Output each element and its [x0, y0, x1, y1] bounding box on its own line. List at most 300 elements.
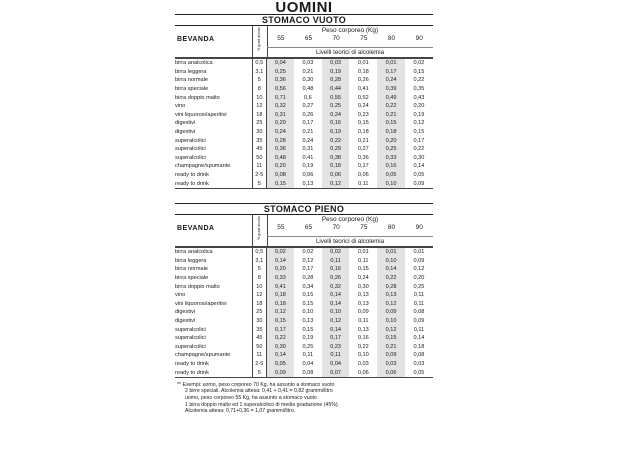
- pct-column-header: [252, 26, 268, 57]
- beverage-name: birra speciale: [175, 86, 209, 93]
- alcohol-level-cell: 0,12: [322, 179, 350, 188]
- alcohol-level-cell: 0,20: [266, 265, 294, 274]
- sections-container: [175, 14, 433, 378]
- alcohol-level-cell: 0,01: [377, 247, 405, 256]
- data-table: [175, 247, 433, 378]
- alcohol-percent: 35: [252, 136, 266, 145]
- alcohol-level-cell: 0,03: [413, 360, 425, 367]
- alcohol-level-cell: 0,03: [294, 59, 322, 68]
- alcohol-level-cell: 0,10: [377, 179, 405, 188]
- alcohol-level-cell: 0,14: [413, 335, 425, 342]
- beverage-name: champagne/spumante: [175, 163, 231, 170]
- alcohol-percent: 0,5: [252, 59, 266, 68]
- alcohol-level-cell: 0,23: [357, 111, 369, 118]
- alcohol-level-cell: 0,08: [413, 309, 425, 316]
- beverage-name: birra normale: [175, 77, 208, 84]
- alcohol-level-cell: 0,09: [266, 368, 294, 377]
- alcohol-level-cell: 0,25: [322, 102, 350, 111]
- note-line: 2 birre speciali. Alcolemia attesa: 0,41 + 0,41 = 0,82 grammi/litro: [185, 388, 333, 395]
- alcohol-level-cell: 0,21: [377, 342, 405, 351]
- alcohol-percent: 25: [252, 119, 266, 128]
- alcohol-level-cell: 0,27: [302, 103, 314, 110]
- beverage-name: superalcolici: [175, 335, 206, 342]
- alcohol-level-cell: 0,33: [377, 154, 405, 163]
- table-row: [175, 308, 433, 317]
- alcohol-level-cell: 0,11: [413, 292, 425, 299]
- table-row: [175, 274, 433, 283]
- weight-label: 70: [332, 223, 340, 231]
- table-row: [175, 247, 433, 256]
- alcohol-level-cell: 0,41: [302, 154, 314, 161]
- alcohol-level-cell: 0,30: [266, 342, 294, 351]
- beverage-name: vini liquorosi/aperitivi: [175, 300, 227, 307]
- table-row: [175, 102, 433, 111]
- beverage-name: superalcolici: [175, 326, 206, 333]
- alcohol-level-cell: 0,24: [266, 128, 294, 137]
- alcohol-level-cell: 0,26: [357, 77, 369, 84]
- alcohol-percent: 30: [252, 317, 266, 326]
- alcohol-level-cell: 0,09: [405, 179, 433, 188]
- alcohol-level-cell: 0,17: [302, 266, 314, 273]
- weights-row: [267, 35, 433, 42]
- alcohol-level-cell: 0,22: [357, 343, 369, 350]
- alcohol-level-cell: 0,10: [357, 352, 369, 359]
- alcohol-level-cell: 0,34: [302, 283, 314, 290]
- table-row: [175, 85, 433, 94]
- alcohol-percent: 11: [252, 162, 266, 171]
- note-line: 1 birra doppio malto ed 1 superalcolico di media gradazione (45%).: [185, 401, 339, 408]
- alcohol-level-cell: 0,02: [266, 247, 294, 256]
- alcohol-level-cell: 0,15: [377, 119, 405, 128]
- alcohol-level-cell: 0,28: [322, 76, 350, 85]
- alcohol-level-cell: 0,41: [357, 86, 369, 93]
- alcohol-level-cell: 0,31: [266, 111, 294, 120]
- alcohol-level-cell: 0,33: [266, 274, 294, 283]
- alcohol-level-cell: 0,14: [266, 351, 294, 360]
- table-row: [175, 291, 433, 300]
- alcohol-level-cell: 0,04: [322, 360, 350, 369]
- alcohol-level-cell: 0,36: [357, 154, 369, 161]
- alcohol-level-cell: 0,16: [377, 162, 405, 171]
- alcohol-level-cell: 0,14: [266, 257, 294, 266]
- alcohol-level-cell: 0,01: [349, 59, 377, 68]
- alcohol-level-cell: 0,41: [266, 282, 294, 291]
- table-row: [175, 317, 433, 326]
- alcohol-percent: 5: [252, 265, 266, 274]
- bevanda-label: BEVANDA: [177, 36, 215, 43]
- bevanda-label: BEVANDA: [177, 224, 215, 232]
- alcohol-level-cell: 0,10: [377, 257, 405, 266]
- alcohol-level-cell: 0,20: [413, 103, 425, 110]
- alcohol-percent: 2-5: [252, 360, 266, 369]
- alcohol-level-cell: 0,25: [266, 68, 294, 77]
- alcohol-level-cell: 0,07: [322, 368, 350, 377]
- table-row: [175, 179, 433, 188]
- alcohol-level-cell: 0,12: [377, 299, 405, 308]
- alcohol-level-cell: 0,03: [357, 360, 369, 367]
- beverage-name: champagne/spumante: [175, 352, 231, 359]
- alcohol-level-cell: 0,12: [377, 325, 405, 334]
- alcohol-level-cell: 0,30: [302, 77, 314, 84]
- alcohol-percent: 2-5: [252, 171, 266, 180]
- beverage-name: digestivi: [175, 129, 196, 136]
- alcohol-level-cell: 0,31: [302, 146, 314, 153]
- table-row: [175, 76, 433, 85]
- alcohol-level-cell: 0,14: [322, 291, 350, 300]
- alcohol-level-cell: 0,11: [413, 300, 425, 307]
- alcohol-percent: 11: [252, 351, 266, 360]
- alcohol-level-cell: 0,11: [413, 326, 425, 333]
- beverage-name: birra leggera: [175, 68, 207, 75]
- alcohol-level-cell: 0,49: [377, 93, 405, 102]
- alcohol-level-cell: 0,01: [405, 247, 433, 256]
- alcohol-level-cell: 0,18: [266, 291, 294, 300]
- beverage-name: ready to drink: [175, 360, 209, 367]
- alcohol-level-cell: 0,24: [377, 76, 405, 85]
- alcohol-level-cell: 0,38: [322, 154, 350, 163]
- weight-label: 80: [387, 35, 396, 42]
- alcohol-level-cell: 0,19: [322, 128, 350, 137]
- alcohol-level-cell: 0,02: [322, 247, 350, 256]
- alcohol-level-cell: 0,09: [413, 257, 425, 264]
- alcohol-level-cell: 0,06: [349, 368, 377, 377]
- weight-label: 80: [387, 223, 396, 231]
- alcohol-level-cell: 0,22: [266, 334, 294, 343]
- weight-label: 90: [415, 35, 423, 42]
- alcohol-level-cell: 0,20: [266, 119, 294, 128]
- alcohol-level-cell: 0,05: [377, 171, 405, 180]
- pct-column-header: [252, 215, 268, 246]
- alcohol-level-cell: 0,28: [377, 282, 405, 291]
- section-heading: STOMACO PIENO: [175, 203, 433, 215]
- livelli-label: Livelli teorici di alcolemia: [267, 236, 433, 246]
- weight-label: 70: [332, 35, 340, 42]
- alcohol-level-cell: 0,06: [377, 368, 405, 377]
- alcohol-level-cell: 0,55: [322, 93, 350, 102]
- alcohol-level-cell: 0,09: [413, 317, 425, 324]
- alcohol-level-cell: 0,11: [358, 317, 369, 324]
- table-row: [175, 265, 433, 274]
- alcohol-level-cell: 0,14: [322, 325, 350, 334]
- alcohol-percent: 0,5: [252, 247, 266, 256]
- beverage-name: vino: [175, 103, 186, 110]
- alcohol-level-cell: 0,14: [377, 265, 405, 274]
- table-row: [175, 162, 433, 171]
- alcohol-level-cell: 0,26: [322, 274, 350, 283]
- beverage-name: ready to drink: [175, 179, 252, 188]
- alcohol-level-cell: 0,16: [322, 119, 350, 128]
- table-row: [175, 128, 433, 137]
- alcohol-level-cell: 0,27: [357, 146, 369, 153]
- alcohol-percent: 10: [252, 93, 266, 102]
- livelli-label: Livelli teorici di alcolemia: [267, 47, 433, 57]
- alcohol-level-cell: 0,05: [413, 172, 425, 179]
- alcohol-level-cell: 0,08: [266, 171, 294, 180]
- alcohol-level-cell: 0,18: [322, 162, 350, 171]
- table-row: [175, 334, 433, 343]
- alcohol-level-cell: 0,15: [413, 129, 425, 136]
- alcohol-level-cell: 0,13: [377, 291, 405, 300]
- alcohol-level-cell: 0,01: [377, 59, 405, 68]
- alcohol-level-cell: 0,18: [266, 299, 294, 308]
- beverage-name: ready to drink: [175, 172, 209, 179]
- weights-row: [267, 224, 433, 231]
- table-row: [175, 351, 433, 360]
- beverage-name: digestivi: [175, 120, 196, 127]
- alcohol-level-cell: 0,10: [322, 308, 350, 317]
- alcohol-level-cell: 0,17: [266, 325, 294, 334]
- alcohol-level-cell: 0,20: [377, 136, 405, 145]
- alcohol-level-cell: 0,18: [413, 343, 425, 350]
- alcohol-level-cell: 0,19: [302, 163, 314, 170]
- alcohol-percent: 50: [252, 342, 266, 351]
- alcohol-level-cell: 0,17: [322, 334, 350, 343]
- alcohol-percent: 3,1: [252, 257, 266, 266]
- alcohol-level-cell: 0,15: [266, 317, 294, 326]
- alcohol-table-page: [175, 0, 433, 415]
- alcohol-level-cell: 0,14: [322, 299, 350, 308]
- weight-label: 55: [277, 223, 285, 231]
- alcohol-percent: 8: [252, 274, 266, 283]
- column-header: [175, 26, 433, 58]
- alcohol-level-cell: 0,12: [413, 266, 425, 273]
- alcohol-level-cell: 0,05: [266, 360, 294, 369]
- alcohol-level-cell: 0,56: [266, 85, 294, 94]
- pct-label: % gradi alcolici: [257, 215, 262, 240]
- peso-label: Peso corporeo (Kg): [321, 27, 379, 34]
- table-row: [175, 145, 433, 154]
- alcohol-level-cell: 0,20: [266, 162, 294, 171]
- alcohol-percent: 3,1: [252, 68, 266, 77]
- alcohol-level-cell: 0,02: [405, 59, 433, 68]
- alcohol-level-cell: 0,22: [322, 136, 350, 145]
- alcohol-level-cell: 0,17: [413, 137, 425, 144]
- alcohol-level-cell: 0,03: [377, 360, 405, 369]
- table-row: [175, 325, 433, 334]
- alcohol-level-cell: 0,12: [266, 308, 294, 317]
- alcohol-level-cell: 0,20: [413, 274, 425, 281]
- alcohol-level-cell: 0,36: [266, 145, 294, 154]
- alcohol-level-cell: 0,15: [357, 266, 369, 273]
- alcohol-level-cell: 0,35: [413, 86, 425, 93]
- beverage-name: superalcolici: [175, 146, 206, 153]
- table-row: [175, 68, 433, 77]
- beverage-name: superalcolici: [175, 343, 206, 350]
- alcohol-level-cell: 0,13: [302, 317, 314, 324]
- weight-label: 75: [360, 35, 368, 42]
- alcohol-percent: 50: [252, 154, 266, 163]
- alcohol-level-cell: 0,09: [377, 308, 405, 317]
- alcohol-percent: 12: [252, 102, 266, 111]
- alcohol-level-cell: 0,28: [302, 274, 314, 281]
- alcohol-level-cell: 0,43: [413, 94, 425, 101]
- alcohol-percent: 18: [252, 111, 266, 120]
- table-row: [175, 136, 433, 145]
- alcohol-level-cell: 0,15: [302, 292, 314, 299]
- alcohol-level-cell: 0,18: [357, 129, 369, 136]
- alcohol-level-cell: 0,28: [266, 136, 294, 145]
- beverage-name: birra analcolica: [175, 247, 252, 256]
- alcohol-percent: 5: [252, 368, 266, 377]
- section-gap: [175, 189, 433, 203]
- alcohol-level-cell: 0,18: [377, 128, 405, 137]
- alcohol-level-cell: 0,16: [357, 335, 369, 342]
- table-row: [175, 93, 433, 102]
- table-row: [175, 360, 433, 369]
- alcohol-level-cell: 0,15: [377, 334, 405, 343]
- alcohol-level-cell: 0,14: [413, 163, 425, 170]
- beverage-name: vino: [175, 292, 186, 299]
- alcohol-level-cell: 0,15: [357, 120, 369, 127]
- beverage-name: digestivi: [175, 317, 196, 324]
- weight-label: 65: [304, 35, 313, 42]
- alcohol-level-cell: 0,13: [294, 179, 322, 188]
- pct-label: % gradi alcolici: [257, 26, 262, 51]
- alcohol-level-cell: 0,06: [357, 172, 369, 179]
- alcohol-level-cell: 0,44: [322, 85, 350, 94]
- alcohol-level-cell: 0,17: [377, 68, 405, 77]
- alcohol-level-cell: 0,06: [322, 171, 350, 180]
- alcohol-level-cell: 0,30: [357, 283, 369, 290]
- alcohol-level-cell: 0,11: [349, 179, 377, 188]
- beverage-name: birra normale: [175, 266, 208, 273]
- alcohol-level-cell: 0,04: [266, 59, 294, 68]
- alcohol-level-cell: 0,71: [266, 93, 294, 102]
- alcohol-level-cell: 0,48: [302, 86, 314, 93]
- alcohol-level-cell: 0,25: [377, 145, 405, 154]
- table-row: [175, 257, 433, 266]
- alcohol-level-cell: 0,02: [294, 247, 322, 256]
- beverage-name: digestivi: [175, 309, 196, 316]
- alcohol-percent: 35: [252, 325, 266, 334]
- alcohol-level-cell: 0,6: [304, 94, 312, 101]
- table-row: [175, 154, 433, 163]
- beverage-name: superalcolici: [175, 137, 206, 144]
- table-row: [175, 282, 433, 291]
- beverage-name: birra doppio malto: [175, 94, 220, 101]
- alcohol-level-cell: 0,22: [377, 102, 405, 111]
- alcohol-level-cell: 0,15: [302, 300, 314, 307]
- alcohol-level-cell: 0,11: [322, 257, 350, 266]
- alcohol-level-cell: 0,30: [413, 154, 425, 161]
- alcohol-level-cell: 0,12: [413, 120, 425, 127]
- alcohol-level-cell: 0,22: [413, 146, 425, 153]
- alcohol-level-cell: 0,25: [302, 343, 314, 350]
- table-row: [175, 368, 433, 377]
- alcohol-level-cell: 0,19: [322, 68, 350, 77]
- alcohol-level-cell: 0,24: [357, 103, 369, 110]
- alcohol-level-cell: 0,17: [357, 163, 369, 170]
- weight-label: 55: [277, 35, 285, 42]
- alcohol-level-cell: 0,36: [266, 76, 294, 85]
- alcohol-level-cell: 0,10: [377, 317, 405, 326]
- beverage-name: vini liquorosi/aperitivi: [175, 111, 227, 118]
- table-row: [175, 342, 433, 351]
- alcohol-level-cell: 0,23: [322, 342, 350, 351]
- alcohol-level-cell: 0,22: [377, 274, 405, 283]
- alcohol-level-cell: 0,06: [302, 172, 314, 179]
- alcohol-level-cell: 0,21: [302, 68, 314, 75]
- peso-label: Peso corporeo (Kg): [321, 215, 379, 223]
- alcohol-level-cell: 0,12: [322, 317, 350, 326]
- beverage-name: birra leggera: [175, 257, 207, 264]
- alcohol-level-cell: 0,32: [266, 102, 294, 111]
- alcohol-level-cell: 0,11: [358, 257, 369, 264]
- alcohol-percent: 10: [252, 282, 266, 291]
- alcohol-level-cell: 0,08: [413, 352, 425, 359]
- page-title: UOMINI: [275, 0, 333, 16]
- alcohol-level-cell: 0,16: [322, 265, 350, 274]
- alcohol-level-cell: 0,21: [357, 137, 369, 144]
- alcohol-level-cell: 0,19: [302, 335, 314, 342]
- alcohol-level-cell: 0,25: [413, 283, 425, 290]
- alcohol-level-cell: 0,09: [377, 351, 405, 360]
- table-row: [175, 171, 433, 180]
- alcohol-percent: 5: [252, 179, 266, 188]
- alcohol-level-cell: 0,11: [302, 352, 314, 359]
- alcohol-level-cell: 0,05: [405, 368, 433, 377]
- alcohol-level-cell: 0,03: [322, 59, 350, 68]
- alcohol-level-cell: 0,13: [357, 292, 369, 299]
- alcohol-level-cell: 0,21: [377, 111, 405, 120]
- beverage-name: birra analcolica: [175, 59, 252, 68]
- alcohol-level-cell: 0,18: [357, 68, 369, 75]
- alcohol-level-cell: 0,48: [266, 154, 294, 163]
- alcohol-percent: 45: [252, 145, 266, 154]
- alcohol-level-cell: 0,10: [302, 309, 314, 316]
- note-line: uomo, peso corporeo 55 Kg, ha assunto a stomaco vuoto: [185, 395, 317, 401]
- alcohol-percent: 12: [252, 291, 266, 300]
- alcohol-level-cell: 0,13: [357, 326, 369, 333]
- table-row: [175, 59, 433, 68]
- alcohol-level-cell: 0,24: [357, 274, 369, 281]
- table-row: [175, 111, 433, 120]
- weight-label: 90: [415, 223, 423, 231]
- data-table: [175, 58, 433, 189]
- alcohol-percent: 25: [252, 308, 266, 317]
- alcohol-level-cell: 0,04: [302, 360, 314, 367]
- weight-label: 75: [360, 223, 368, 231]
- alcohol-level-cell: 0,52: [357, 94, 369, 101]
- alcohol-level-cell: 0,01: [349, 247, 377, 256]
- beverage-name: ready to drink: [175, 368, 252, 377]
- alcohol-level-cell: 0,19: [413, 111, 425, 118]
- note-line: Alcolemia attesa: 0,71+0,36 = 1,07 grammi/litro.: [185, 408, 296, 415]
- alcohol-percent: 45: [252, 334, 266, 343]
- alcohol-level-cell: 0,09: [357, 309, 369, 316]
- alcohol-level-cell: 0,24: [302, 137, 314, 144]
- alcohol-level-cell: 0,22: [413, 77, 425, 84]
- alcohol-level-cell: 0,12: [302, 257, 314, 264]
- alcohol-level-cell: 0,11: [322, 351, 350, 360]
- alcohol-level-cell: 0,32: [322, 282, 350, 291]
- column-header: [175, 215, 433, 247]
- weight-label: 65: [304, 223, 313, 231]
- beverage-name: superalcolici: [175, 154, 206, 161]
- alcohol-percent: 8: [252, 85, 266, 94]
- footnotes: [175, 382, 433, 415]
- alcohol-percent: 30: [252, 128, 266, 137]
- alcohol-percent: 18: [252, 299, 266, 308]
- alcohol-level-cell: 0,26: [302, 111, 314, 118]
- alcohol-percent: 5: [252, 76, 266, 85]
- alcohol-level-cell: 0,21: [302, 129, 314, 136]
- note-line: ** Esempi: uomo, peso corporeo 70 Kg, ha assunto a stomaco vuoto: [177, 381, 335, 388]
- alcohol-level-cell: 0,29: [322, 145, 350, 154]
- beverage-name: birra speciale: [175, 274, 209, 281]
- alcohol-level-cell: 0,13: [357, 300, 369, 307]
- table-row: [175, 299, 433, 308]
